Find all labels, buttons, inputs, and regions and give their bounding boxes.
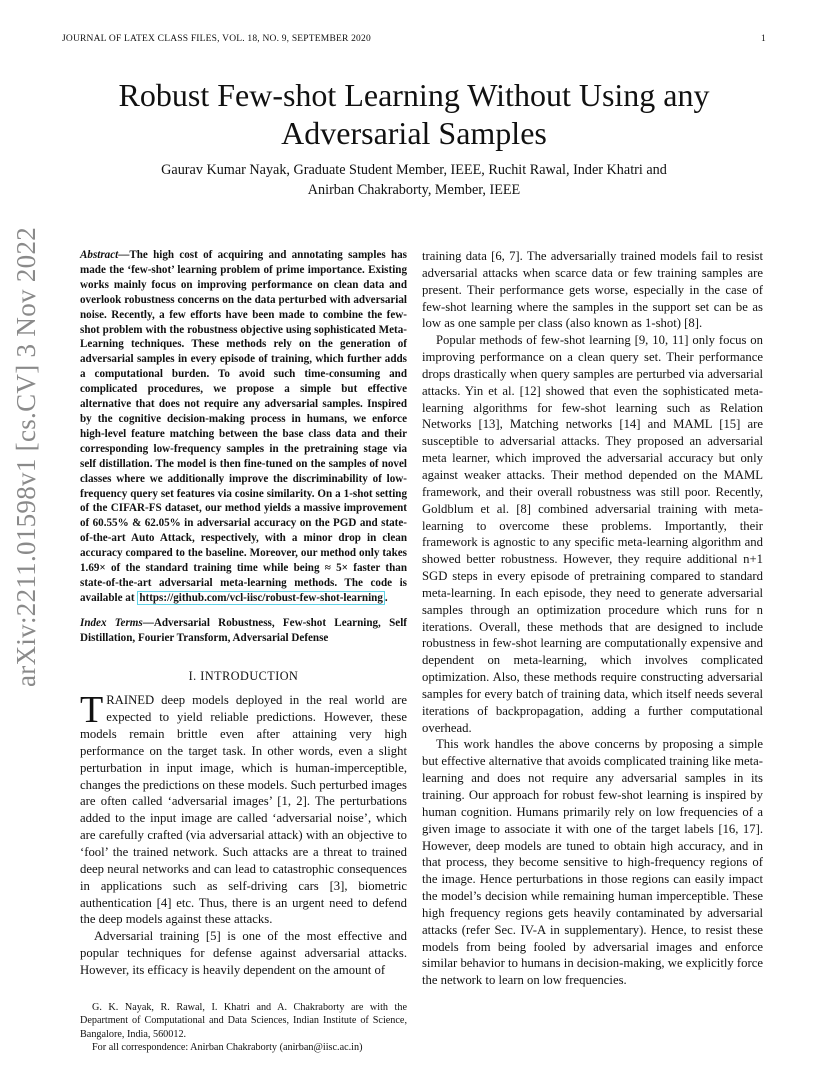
index-terms-label: Index Terms	[80, 616, 143, 629]
intro-paragraph-2: Adversarial training [5] is one of the most effective and popular techniques for defense against adversarial attacks. However, its efficacy is heavily dependent on the amount of	[80, 929, 407, 977]
running-header	[62, 34, 766, 48]
index-terms	[80, 616, 407, 646]
code-link[interactable]: https://github.com/vcl-iisc/robust-few-shot-learning	[139, 591, 383, 604]
authors-line-1: Gaurav Kumar Nayak, Graduate Student Member, IEEE, Ruchit Rawal, Inder Khatri and	[161, 162, 667, 178]
authors-line-2: Anirban Chakraborty, Member, IEEE	[307, 182, 521, 198]
left-column	[80, 248, 407, 1054]
section-heading-introduction: I. INTRODUCTION	[188, 668, 299, 683]
arxiv-identifier[interactable]: arXiv:2211.01598v1 [cs.CV] 3 Nov 2022	[11, 226, 41, 687]
abstract: Abstract—The high cost of acquiring and annotating samples has made the ‘few-shot’ learning problem of prime importance. Existing works mainly focus on improving performance on clean data and overlook robustness concerns on the data perturbed with adversarial noise. Recently, a few efforts have been made to combine the few-shot problem with the robustness objective using sophisticated Meta-Learning techniques. These methods rely on the generation of adversarial samples in every episode of training, which further adds a computational burden. To avoid such time-consuming and complicated procedures, we propose a simple but effective alternative that does not require any adversarial samples. Inspired by the cognitive decision-making process in humans, we enforce high-level feature matching between the base class data and their corresponding low-frequency samples in the pretraining stage via self distillation. The model is then fine-tuned on the samples of novel classes where we additionally improve the discriminability of low-frequency query set features via cosine similarity. On a 1-shot setting of the CIFAR-FS dataset, our method yields a massive improvement of 60.55% & 62.05% in adversarial accuracy on the PGD and state-of-the-art Auto Attack, respectively, with a minor drop in clean accuracy compared to the baseline. Moreover, our method only takes 1.69× of the standard training time while being ≈ 5× faster than state-of-the-art adversarial meta-learning methods. The code is available at https://github.com/vcl-iisc/robust-few-shot-learning .	[80, 249, 407, 604]
footnote-correspondence: For all correspondence: Anirban Chakraborty (anirban@iisc.ac.in)	[92, 1041, 363, 1053]
drop-cap: T	[80, 689, 104, 732]
abstract-text: —The high cost of acquiring and annotating samples has made the ‘few-shot’ learning problem of prime importance. Existing works mainly focus on improving performance on clean data and overlook robustness concerns on the data perturbed with adversarial noise. Recently, a few efforts have been made to combine the few-shot problem with the robustness objective using sophisticated Meta-Learning techniques. These methods rely on the generation of adversarial samples in every episode of training, which further adds a computational burden. To avoid such time-consuming and complicated procedures, we propose a simple but effective alternative that does not require any adversarial samples. Inspired by the cognitive decision-making process in humans, we enforce high-level feature matching between the base class data and their corresponding low-frequency samples in the pretraining stage via self distillation. The model is then fine-tuned on the samples of novel classes where we additionally improve the discriminability of low-frequency query set features via cosine similarity. On a 1-shot setting of the CIFAR-FS dataset, our method yields a massive improvement of 60.55% & 62.05% in adversarial accuracy on the PGD and state-of-the-art Auto Attack, respectively, with a minor drop in clean accuracy compared to the baseline. Moreover, our method only takes 1.69× of the standard training time while being ≈ 5× faster than state-of-the-art adversarial meta-learning methods. The code is available at	[80, 249, 407, 604]
intro-paragraph-1: TRAINED deep models deployed in the real world are expected to yield reliable predictions. However, these models remain brittle even after attaining very high performance on the target task. In other words, even a slight perturbation in input image, which is human-imperceptible, changes the predictions on these models. Such perturbed images are often called ‘adversarial images’ [1, 2]. The perturbations added to the input image are called ‘adversarial noise’, which are carefully crafted (via adversarial attack) with an objective to ‘fool’ the trained network. Such attacks are a threat to trained deep neural networks and can lead to catastrophic consequences in applications such as self-driving cars [3], biometric authentication [4] etc. Thus, there is an urgent need to defend the deep models against these attacks.	[80, 689, 407, 927]
journal-name: JOURNAL OF LATEX CLASS FILES, VOL. 18, NO. 9, SEPTEMBER 2020	[62, 34, 371, 44]
footnote-affiliation: G. K. Nayak, R. Rawal, I. Khatri and A. Chakraborty are with the Department of Computational and Data Sciences, Indian Institute of Science, Bangalore, India, 560012.	[80, 1001, 407, 1040]
index-terms-text: —Adversarial Robustness, Few-shot Learning, Self Distillation, Fourier Transform, Adversarial Defense	[80, 616, 407, 644]
abstract-label: Abstract	[80, 249, 119, 261]
right-paragraph-2: Popular methods of few-shot learning [9, 10, 11] only focus on improving performance on a clean query set. Their performance drops drastically when query samples are perturbed via adversarial attacks. Yin et al. [12] showed that even the sophisticated meta-learning algorithms for few-shot learning such as Relation Networks [13], Matching networks [14] and MAML [15] are susceptible to adversarial attacks. They proposed an adversarial meta learner, which improved the adversarial accuracy but only against weaker attacks. Their method depended on the MAML framework, and their overall robustness was still poor. Recently, Goldblum et al. [8] combined adversarial training with meta-learning to overcome these problems. Importantly, their framework is agnostic to any specific meta-learning algorithm and showed better robustness. However, they require additional n+1 SGD steps in every episode of pretraining compared to standard meta-learning. In each episode, they need to generate adversarial samples through an optimization procedure which runs for n iterations. Overall, these methods that are designed to include robustness in few-shot learning are computationally expensive and dependent on meta-learning, which involves complicated optimization. Also, these methods require constructing adversarial samples for every batch of training data, which itself needs several iterations of backpropagation, adding a further computational overhead.	[422, 333, 763, 735]
right-paragraph-1: training data [6, 7]. The adversarially trained models fail to resist adversarial attacks when scarce data or few training samples are present. Their performance gets worse, especially in the case of few-shot learning where the samples in the support set can be as low as one sample per class (also known as 1-shot) [8].	[422, 249, 763, 331]
footnotes	[80, 1001, 407, 1055]
author-list	[62, 160, 766, 200]
right-paragraph-3: This work handles the above concerns by proposing a simple but effective alternative that avoids complicated training like meta-learning and does not require any adversarial samples in its training. Our approach for robust few-shot learning is inspired by human cognition. Humans primarily rely on low frequencies of a given image to associate it with one of the target labels [16, 17]. However, deep models are tuned to obtain high accuracy, and in that process, they become sensitive to high-frequency regions of the image. Hence perturbations in those regions can easily impact the model’s decision while remaining human imperceptible. These high frequency regions gets heavily contaminated by adversarial attacks (refer Sec. IV-A in supplementary). Hence, to resist these models from being fooled by adversarial images and enforce similar behavior to humans in decision-making, we explicitly force the network to learn on low frequencies.	[422, 737, 763, 988]
right-column	[422, 248, 763, 989]
page-number: 1	[761, 34, 766, 44]
paper-title: Robust Few-shot Learning Without Using any Adversarial Samples	[118, 77, 710, 151]
